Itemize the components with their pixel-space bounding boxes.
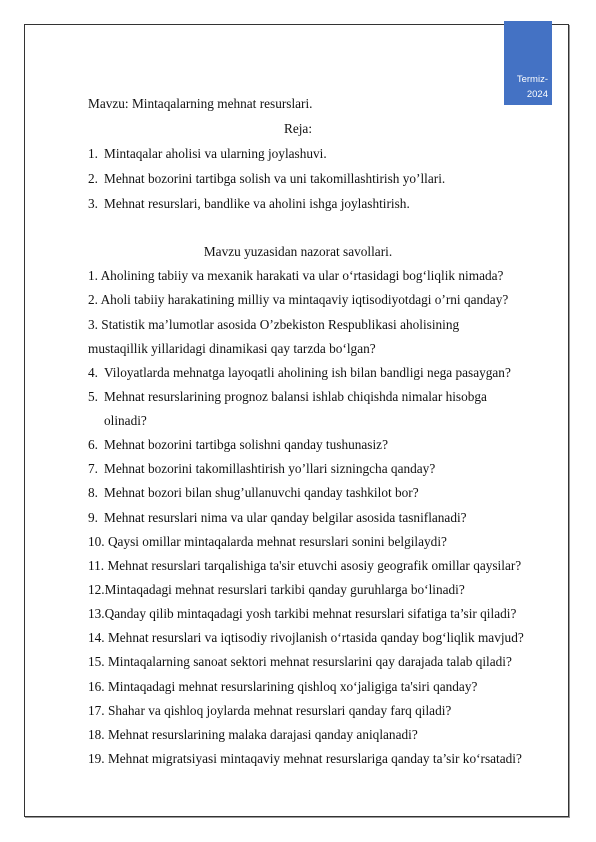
question-9: Mehnat resurslari nima va ular qanday belgilar asosida tasniflanadi? xyxy=(104,510,467,525)
question-2: 2. Aholi tabiiy harakatining milliy va mintaqaviy iqtisodiyotdagi o’rni qanday? xyxy=(88,292,509,307)
question-19: 19. Mehnat migratsiyasi mintaqaviy mehnat resurslariga qanday ta’sir ko‘rsatadi? xyxy=(88,751,522,766)
badge-line-2: 2024 xyxy=(526,89,548,100)
question-17: 17. Shahar va qishloq joylarda mehnat resurslari qanday farq qiladi? xyxy=(88,703,452,718)
question-6-number: 6. xyxy=(88,437,98,452)
question-5-line-2: olinadi? xyxy=(104,413,147,428)
question-16: 16. Mintaqadagi mehnat resurslarining qishloq xo‘jaligiga ta'siri qanday? xyxy=(88,679,478,694)
plan-item-1: Mintaqalar aholisi va ularning joylashuvi. xyxy=(104,146,327,161)
badge-text xyxy=(517,72,548,102)
question-12: 12.Mintaqadagi mehnat resurslari tarkibi qanday guruhlarga bo‘linadi? xyxy=(88,582,465,597)
question-9-number: 9. xyxy=(88,510,98,525)
plan-item-1-number: 1. xyxy=(88,146,98,161)
question-1: 1. Aholining tabiiy va mexanik harakati va ular o‘rtasidagi bog‘liqlik nimada? xyxy=(88,268,504,283)
plan-item-3: Mehnat resurslari, bandlike va aholini ishga joylashtirish. xyxy=(104,196,410,211)
question-15: 15. Mintaqalarning sanoat sektori mehnat resurslarini qay darajada talab qiladi? xyxy=(88,654,512,669)
plan-item-3-number: 3. xyxy=(88,196,98,211)
plan-title: Reja: xyxy=(283,121,313,136)
questions-title: Mavzu yuzasidan nazorat savollari. xyxy=(203,244,393,259)
topic-heading: Mavzu: Mintaqalarning mehnat resurslari. xyxy=(88,96,313,111)
question-11: 11. Mehnat resurslari tarqalishiga ta'sir etuvchi asosiy geografik omillar qaysilar? xyxy=(88,558,522,573)
question-18: 18. Mehnat resurslarining malaka darajasi qanday aniqlanadi? xyxy=(88,727,418,742)
question-5-number: 5. xyxy=(88,389,98,404)
question-4-number: 4. xyxy=(88,365,98,380)
question-10: 10. Qaysi omillar mintaqalarda mehnat resurslari sonini belgilaydi? xyxy=(88,534,447,549)
plan-item-2-number: 2. xyxy=(88,171,98,186)
question-3-line-1: 3. Statistik ma’lumotlar asosida O’zbekiston Respublikasi aholisining xyxy=(88,317,460,332)
year-badge xyxy=(504,21,552,105)
question-7: Mehnat bozorini takomillashtirish yo’llari sizningcha qanday? xyxy=(104,461,436,476)
badge-line-1: Termiz- xyxy=(516,74,548,85)
question-8: Mehnat bozori bilan shug’ullanuvchi qanday tashkilot bor? xyxy=(104,485,419,500)
question-6: Mehnat bozorini tartibga solishni qanday tushunasiz? xyxy=(104,437,388,452)
question-14: 14. Mehnat resurslari va iqtisodiy rivojlanish o‘rtasida qanday bog‘liqlik mavjud? xyxy=(88,630,524,645)
question-3-line-2: mustaqillik yillaridagi dinamikasi qay tarzda bo‘lgan? xyxy=(88,341,376,356)
question-5-line-1: Mehnat resurslarining prognoz balansi ishlab chiqishda nimalar hisobga xyxy=(104,389,487,404)
question-8-number: 8. xyxy=(88,485,98,500)
question-13: 13.Qanday qilib mintaqadagi yosh tarkibi mehnat resurslari sifatiga ta’sir qiladi? xyxy=(88,606,517,621)
plan-item-2: Mehnat bozorini tartibga solish va uni takomillashtirish yo’llari. xyxy=(104,171,446,186)
question-7-number: 7. xyxy=(88,461,98,476)
question-4: Viloyatlarda mehnatga layoqatli aholining ish bilan bandligi nega pasaygan? xyxy=(104,365,511,380)
